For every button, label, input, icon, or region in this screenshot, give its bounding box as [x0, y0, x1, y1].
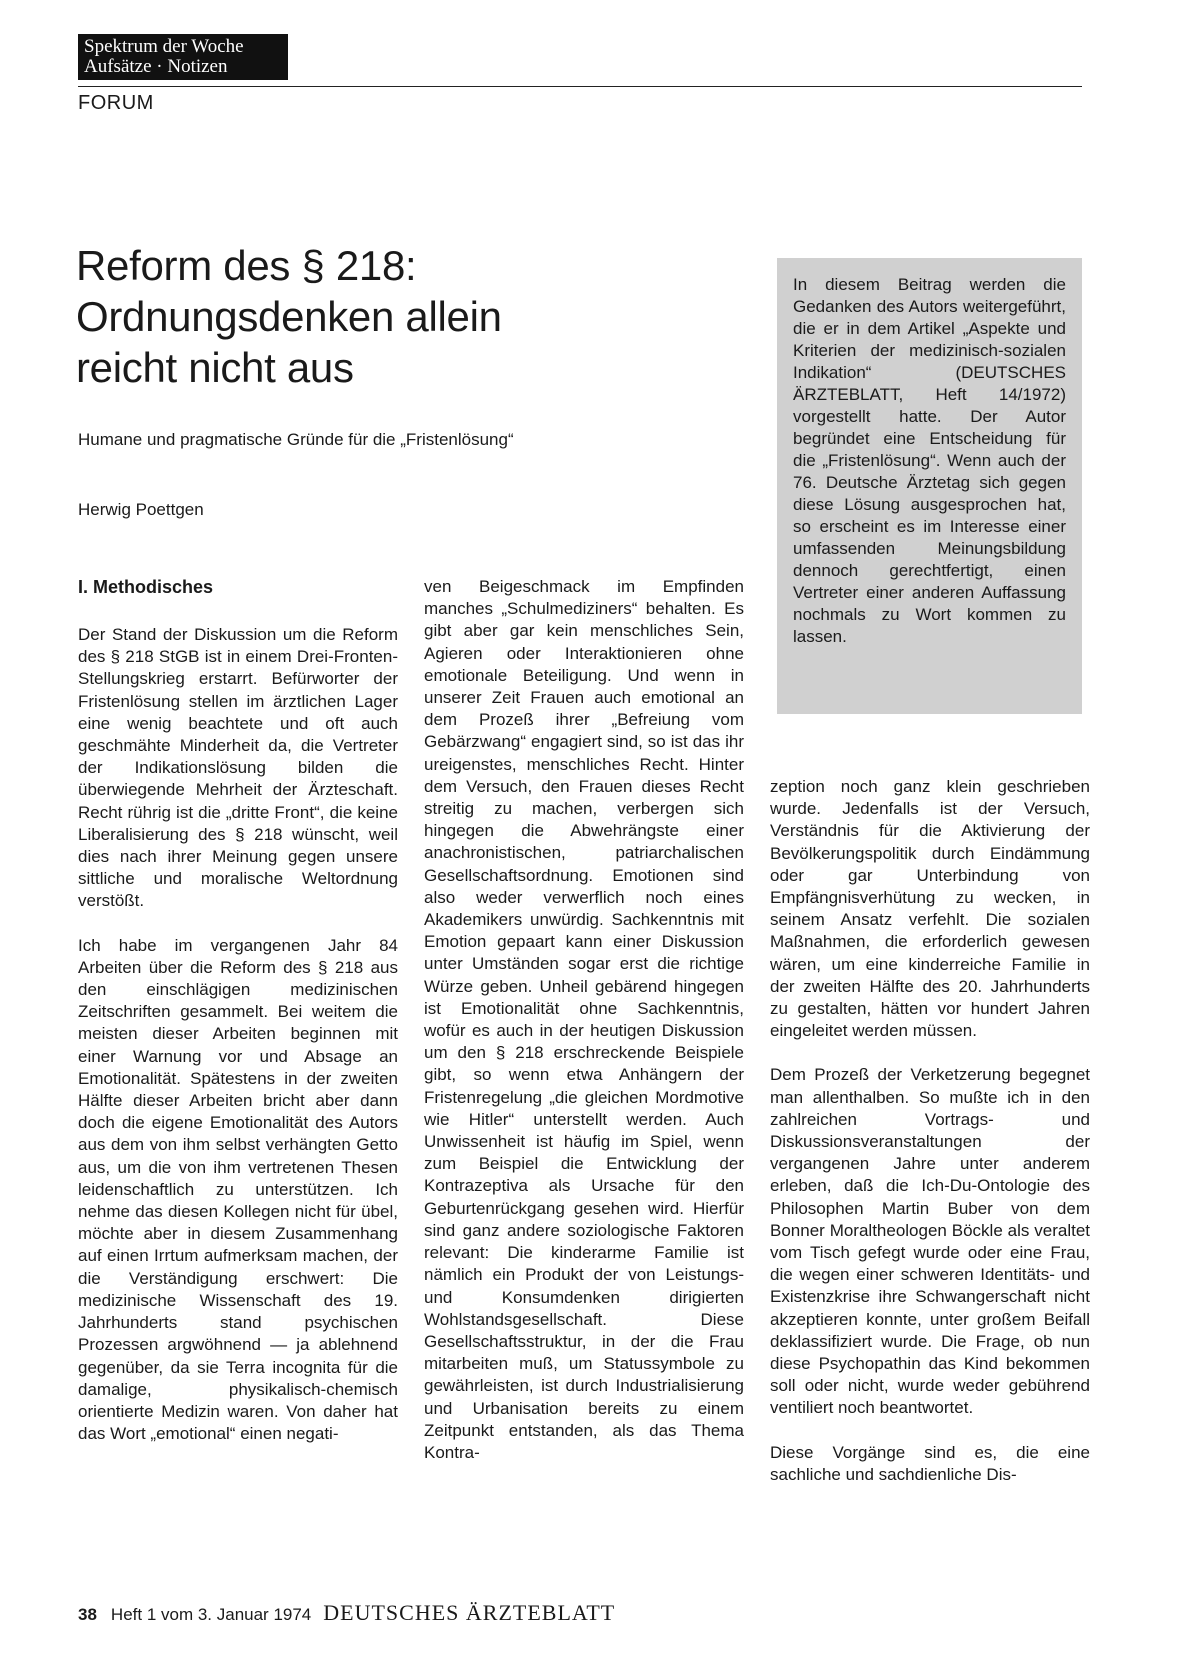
category-label: FORUM: [78, 92, 154, 114]
page-footer: [78, 1600, 615, 1626]
section-badge-line1: Spektrum der Woche: [84, 36, 244, 57]
title-line-2: Ordnungsdenken allein: [76, 293, 502, 340]
section-badge: [78, 34, 288, 80]
intro-box: [777, 258, 1082, 714]
page-number: 38: [78, 1605, 97, 1624]
title-line-1: Reform des § 218:: [76, 242, 417, 289]
paragraph: ven Beigeschmack im Empfinden manches „Schulmediziners“ behalten. Es gibt aber gar kein menschliches Sein, Agieren oder Interaktionieren ohne emotionale Beteiligung. Und wenn in unserer Zeit Frauen auch emotional an dem Prozeß ihrer „Befreiung vom Gebärzwang“ engagiert sind, so ist das ihr ureigenstes, menschliches Recht. Hinter dem Versuch, den Frauen dieses Recht streitig zu machen, verbergen sich hingegen die Abwehrängste einer anachronistischen, patriarchalischen Gesellschaftsordnung. Emotionen sind also weder verwerflich noch eines Akademikers unwürdig. Sachkenntnis mit Emotion gepaart kann einer Diskussion unter Umständen sogar erst die richtige Würze geben. Unheil gebärend hingegen ist Emotionalität ohne Sachkenntnis, wofür es auch in der heutigen Diskussion um den § 218 erschreckende Beispiele gibt, so wenn etwa Anhängern der Fristenregelung „die gleichen Mordmotive wie Hitler“ unterstellt werden. Auch Unwissenheit ist häufig im Spiel, wenn zum Beispiel die Entwicklung der Kontrazeptiva als Ursache für den Geburtenrückgang gesehen wird. Hierfür sind ganz andere soziologische Faktoren relevant: Die kinderarme Familie ist nämlich ein Produkt der von Leistungs- und Konsumdenken dirigierten Wohlstandsgesellschaft. Diese Gesellschaftsstruktur, in der die Frau mitarbeiten muß, um Statussymbole zu gewährleisten, ist durch Industrialisierung und Urbanisation bereits zu einem Zeitpunkt entstanden, als das Thema Kontra-: [424, 577, 744, 1462]
text-column-3: [770, 776, 1090, 1486]
paragraph: Der Stand der Diskussion um die Reform des § 218 StGB ist in einem Drei-Fronten-Stellungskrieg erstarrt. Befürworter der Fristenlösung stellen im ärztlichen Lager eine wenig beachtete und oft auch geschmähte Minderheit da, die Vertreter der Indikationslösung bilden die überwiegende Mehrheit der Ärzteschaft. Recht rührig ist die „dritte Front“, die keine Liberalisierung des § 218 wünscht, weil dies nach ihrer Meinung gegen unsere sittliche und moralische Weltordnung verstößt.: [78, 625, 398, 911]
article-author: Herwig Poettgen: [78, 500, 204, 519]
text-column-1: [78, 576, 398, 1445]
article-subtitle: Humane und pragmatische Gründe für die „Fristenlösung“: [78, 430, 514, 449]
paragraph: zeption noch ganz klein geschrieben wurde. Jedenfalls ist der Versuch, Verständnis für die Aktivierung der Bevölkerungspolitik durch Eindämmung oder gar Unterbindung von Empfängnisverhütung zu wecken, in seinem Ansatz verfehlt. Die sozialen Maßnahmen, die erforderlich gewesen wären, um eine kinderreiche Familie in der zweiten Hälfte des 20. Jahrhunderts zu gestalten, hätten vor hundert Jahren eingeleitet werden müssen.: [770, 777, 1090, 1041]
section-badge-line2: Aufsätze · Notizen: [84, 56, 228, 77]
text-column-2: [424, 576, 744, 1464]
section-heading: I. Methodisches: [78, 577, 214, 597]
paragraph: Diese Vorgänge sind es, die eine sachliche und sachdienliche Dis-: [770, 1442, 1090, 1484]
intro-text: In diesem Beitrag werden die Gedanken des Autors weitergeführt, die er in dem Artikel „Aspekte und Kriterien der medizinisch-sozialen Indikation“ (DEUTSCHES ÄRZTEBLATT, Heft 14/1972) vorgestellt hatte. Der Autor begründet eine Entscheidung für die „Fristenlösung“. Wenn auch der 76. Deutsche Ärztetag sich gegen diese Lösung ausgesprochen hat, so erscheint es im Interesse einer umfassenden Meinungsbildung dennoch gerechtfertigt, einen Vertreter einer anderen Auffassung nochmals zu Wort kommen zu lassen.: [793, 275, 1066, 646]
paragraph: Dem Prozeß der Verketzerung begegnet man allenthalben. So mußte ich in den zahlreichen Vortrags- und Diskussionsveranstaltungen der vergangenen Jahre unter anderem erleben, daß die Ich-Du-Ontologie des Philosophen Martin Buber von dem Bonner Moraltheologen Böckle als veraltet vom Tisch gefegt wurde oder eine Frau, die wegen einer schweren Identitäts- und Existenzkrise ihre Schwangerschaft nicht akzeptieren konnte, unter großem Beifall deklassifiziert wurde. Die Frage, ob nun diese Psychopathin das Kind bekommen soll oder nicht, wurde weder gebührend ventiliert noch beantwortet.: [770, 1065, 1090, 1418]
article-title: [76, 240, 736, 393]
top-rule: [78, 86, 1082, 87]
paragraph: Ich habe im vergangenen Jahr 84 Arbeiten über die Reform des § 218 aus den einschlägigen medizinischen Zeitschriften gesammelt. Bei weitem die meisten dieser Arbeiten beginnen mit einer Warnung vor und Absage an Emotionalität. Spätestens in der zweiten Hälfte dieser Arbeiten bricht aber dann doch die eigene Emotionalität des Autors aus dem von ihm selbst verhängten Getto aus, um die von ihm vertretenen Thesen leidenschaftlich zu unterstützen. Ich nehme das diesen Kollegen nicht für übel, möchte aber in diesem Zusammenhang auf einen Irrtum aufmerksam machen, der die Verständigung erschwert: Die medizinische Wissenschaft des 19. Jahrhunderts stand psychischen Prozessen argwöhnend — ja ablehnend gegenüber, da sie Terra incognita für die damalige, physikalisch-chemisch orientierte Medizin waren. Von daher hat das Wort „emotional“ einen negati-: [78, 935, 398, 1444]
journal-name: DEUTSCHES ÄRZTEBLATT: [323, 1600, 616, 1625]
title-line-3: reicht nicht aus: [76, 344, 354, 391]
issue-info: Heft 1 vom 3. Januar 1974: [110, 1605, 312, 1624]
